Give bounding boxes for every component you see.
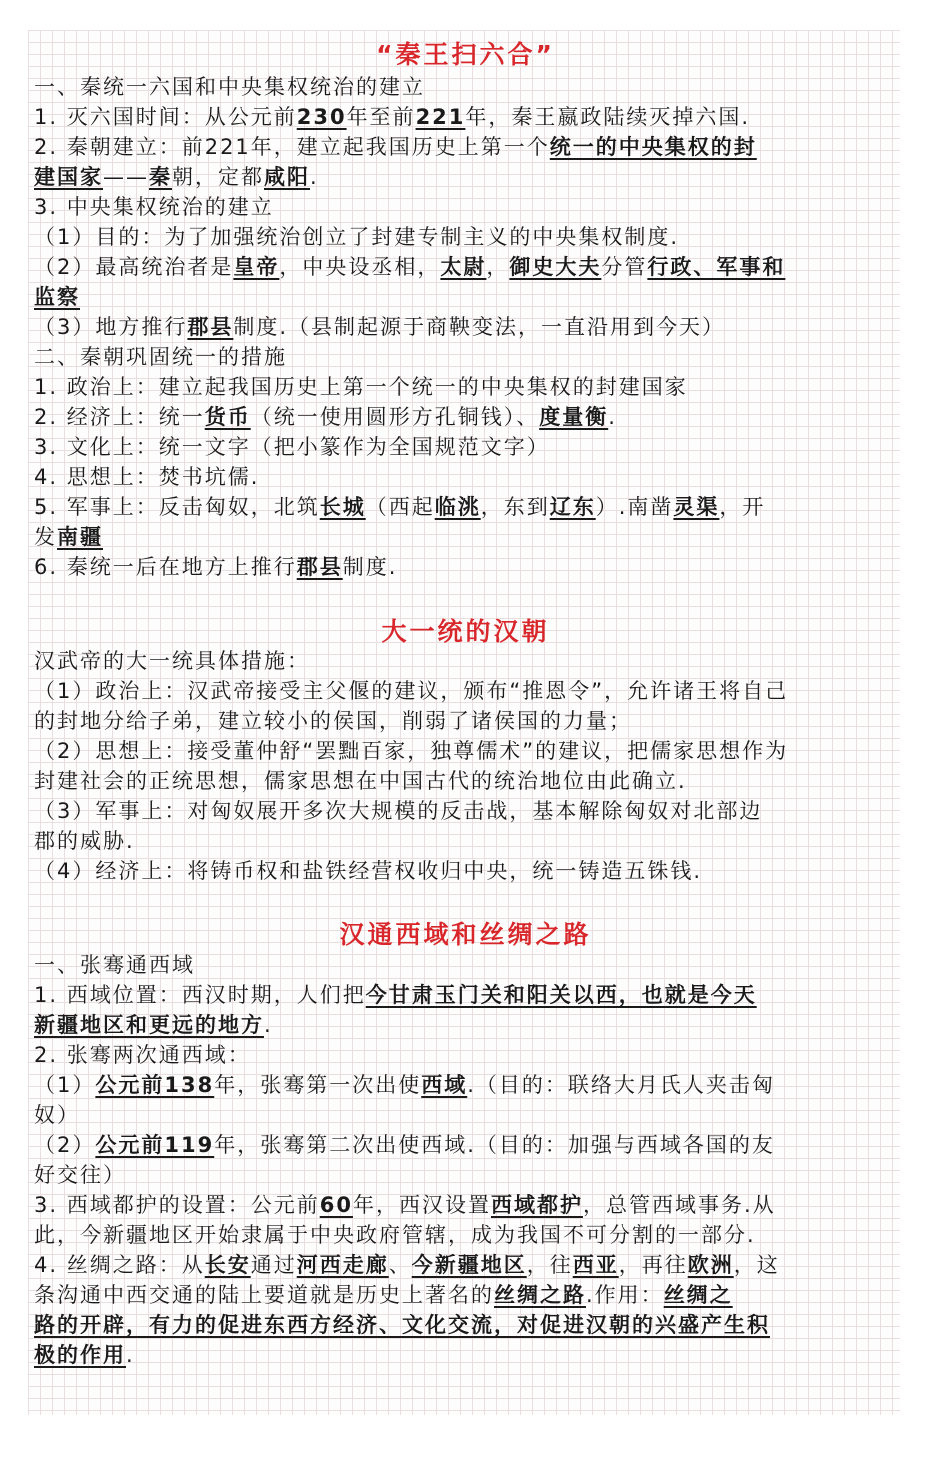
note-text: 6. 秦统一后在地方上推行 [34,555,297,579]
note-text: ，这 [733,1253,780,1277]
note-line [34,950,894,980]
note-text: 、 [388,1253,412,1277]
note-line [34,102,894,132]
note-line [34,342,894,372]
note-text: . [310,165,319,189]
note-text: 汉武帝的大一统具体措施： [34,649,310,673]
key-term: 郡县 [296,555,343,579]
key-term: 河西走廊 [296,1253,389,1277]
key-term: 太尉 [440,255,487,279]
key-term: 欧洲 [687,1253,734,1277]
key-term: 今甘肃玉门关和阳关以西，也就是今天 [365,983,757,1007]
note-line [34,1130,894,1160]
note-line [34,282,894,312]
note-text: （1）目的：为了加强统治创立了封建专制主义的中央集权制度. [34,225,680,249]
note-text: 分管 [601,255,648,279]
note-text: 4. 思想上：焚书坑儒. [34,465,260,489]
note-line [34,676,894,706]
note-line [34,222,894,252]
note-text: 通过 [250,1253,297,1277]
note-text: （3）地方推行 [34,315,188,339]
note-text: 3. 文化上：统一文字（把小篆作为全国规范文字） [34,435,550,459]
note-line [34,192,894,222]
note-text: （3）军事上：对匈奴展开多次大规模的反击战，基本解除匈奴对北部边 [34,799,763,823]
key-term: 西亚 [572,1253,619,1277]
note-line [34,252,894,282]
note-text: ，东到 [480,495,550,519]
note-text: 此，今新疆地区开始隶属于中央政府管辖，成为我国不可分割的一部分. [34,1223,756,1247]
note-line [34,736,894,766]
key-term: 咸阳 [264,165,310,189]
key-term: 行政、军事和 [647,255,786,279]
note-line [34,462,894,492]
note-text: ，再往 [618,1253,688,1277]
note-text: . [608,405,617,429]
note-line [34,132,894,162]
note-line [34,826,894,856]
note-text: 封建社会的正统思想，儒家思想在中国古代的统治地位由此确立. [34,769,687,793]
note-line [34,372,894,402]
note-text: 2. 秦朝建立：前221年，建立起我国历史上第一个 [34,135,550,159]
note-text: ，往 [526,1253,573,1277]
note-text: 奴） [34,1103,80,1127]
note-text: ，总管西域事务.从 [582,1193,776,1217]
note-line [34,646,894,676]
note-text: 年，张骞第一次出使 [214,1073,422,1097]
key-term: 路的开辟，有力的促进东西方经济、文化交流，对促进汉朝的兴盛产生积 [34,1313,770,1337]
note-line [34,72,894,102]
note-line [34,1010,894,1040]
note-line [34,1040,894,1070]
note-line [34,492,894,522]
note-line [34,1190,894,1220]
note-text: 3. 中央集权统治的建立 [34,195,274,219]
note-text: . [264,1013,273,1037]
note-line [34,1160,894,1190]
key-term: 230 [296,105,347,129]
note-text: 郡的威胁. [34,829,135,853]
note-text: .作用： [586,1283,664,1307]
note-text: 4. 丝绸之路：从 [34,1253,205,1277]
note-line [34,796,894,826]
key-term: 建国家 [34,165,103,189]
note-line [34,1280,894,1310]
key-term: 长城 [319,495,366,519]
note-line [34,522,894,552]
note-line [34,1070,894,1100]
key-term: 度量衡 [539,405,609,429]
note-line [34,312,894,342]
key-term: 皇帝 [233,255,280,279]
note-text: ）.南凿 [595,495,674,519]
note-text: 二、秦朝巩固统一的措施 [34,345,287,369]
note-text: （统一使用圆形方孔铜钱）、 [250,405,540,429]
section-title: 汉通西域和丝绸之路 [339,920,592,949]
note-text: 一、秦统一六国和中央集权统治的建立 [34,75,425,99]
key-term: 60 [319,1193,353,1217]
note-text: 5. 军事上：反击匈奴，北筑 [34,495,320,519]
key-term: 新疆地区和更远的地方 [34,1013,264,1037]
note-text: （2）最高统治者是 [34,255,234,279]
note-text: .（目的：联络大月氏人夹击匈 [467,1073,775,1097]
note-text: （2） [34,1133,96,1157]
note-text: 的封地分给子弟，建立较小的侯国，削弱了诸侯国的力量； [34,709,632,733]
key-term: 临洮 [434,495,481,519]
note-text: . [126,1343,135,1367]
key-term: 今新疆地区 [411,1253,527,1277]
key-term: 郡县 [187,315,234,339]
key-term: 南疆 [57,525,103,549]
key-term: 统一的中央集权的封 [549,135,757,159]
note-line [34,1220,894,1250]
key-term: 货币 [204,405,251,429]
note-line [34,1310,894,1340]
note-text: 年，张骞第二次出使西域.（目的：加强与西域各国的友 [214,1133,775,1157]
note-text: 2. 经济上：统一 [34,405,205,429]
note-line [34,980,894,1010]
note-text: ，开 [719,495,766,519]
note-text: 3. 西域都护的设置：公元前 [34,1193,320,1217]
note-text: 好交往） [34,1163,126,1187]
note-line [34,1250,894,1280]
note-text: 1. 灭六国时间：从公元前 [34,105,297,129]
key-term: 御史大夫 [509,255,602,279]
note-line [34,706,894,736]
key-term: 221 [415,105,466,129]
note-text: 1. 政治上：建立起我国历史上第一个统一的中央集权的封建国家 [34,375,688,399]
key-term: 灵渠 [673,495,720,519]
note-text: 制度. [342,555,398,579]
key-term: 长安 [204,1253,251,1277]
key-term: 公元前138 [95,1073,215,1097]
note-text: （4）经济上：将铸币权和盐铁经营权收归中央，统一铸造五铢钱. [34,859,703,883]
section-title: 大一统的汉朝 [381,617,550,646]
note-text: 年，西汉设置 [352,1193,491,1217]
note-text: （2）思想上：接受董仲舒“罢黜百家，独尊儒术”的建议，把儒家思想作为 [34,739,789,763]
note-text: 一、张骞通西域 [34,953,195,977]
key-term: 秦 [149,165,172,189]
note-line [34,162,894,192]
key-term: 丝绸之路 [494,1283,586,1307]
note-line [34,432,894,462]
note-line [34,402,894,432]
key-term: 监察 [34,285,80,309]
key-term: 西域 [421,1073,468,1097]
note-text: （西起 [365,495,435,519]
key-term: 辽东 [549,495,596,519]
note-line [34,1100,894,1130]
note-line [34,552,894,582]
note-text: （1） [34,1073,96,1097]
note-text: —— [103,165,149,189]
note-text: 年，秦王嬴政陆续灭掉六国. [465,105,751,129]
key-term: 公元前119 [95,1133,215,1157]
note-line [34,1340,894,1370]
key-term: 极的作用 [34,1343,126,1367]
note-text: （1）政治上：汉武帝接受主父偃的建议，颁布“推恩令”，允许诸王将自己 [34,679,789,703]
note-text: 发 [34,525,57,549]
note-text: 朝，定都 [172,165,264,189]
note-text: ，中央设丞相， [279,255,441,279]
section-title: “秦王扫六合” [376,40,555,69]
note-text: 1. 西域位置：西汉时期，人们把 [34,983,366,1007]
note-line [34,856,894,886]
key-term: 丝绸之 [663,1283,733,1307]
note-text: 2. 张骞两次通西域： [34,1043,251,1067]
note-text: 制度.（县制起源于商鞅变法，一直沿用到今天） [233,315,726,339]
note-text: ， [486,255,510,279]
note-line [34,766,894,796]
note-text: 年至前 [346,105,416,129]
key-term: 西域都护 [490,1193,583,1217]
note-text: 条沟通中西交通的陆上要道就是历史上著名的 [34,1283,494,1307]
